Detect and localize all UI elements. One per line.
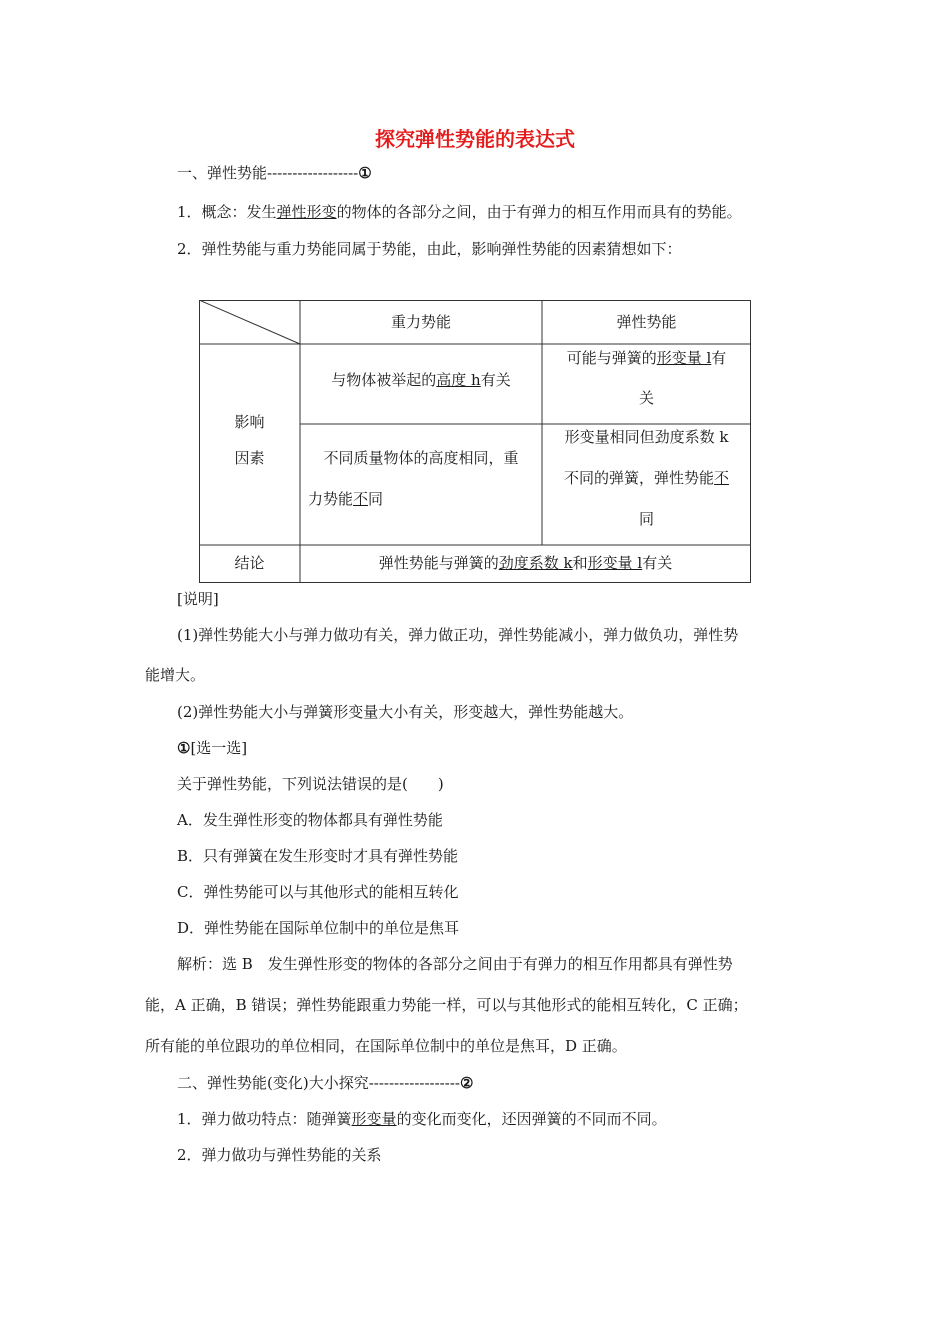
cell-gravity-1 — [300, 360, 542, 400]
row-label-factor-1: 影响 — [234, 413, 265, 431]
text-span: 的变化而变化，还因弹簧的不同而不同。 — [396, 1110, 667, 1128]
text-span: 不同的弹簧，弹性势能 — [563, 469, 714, 487]
leader-dashes: ------------------ — [368, 1074, 460, 1092]
cell-elastic-1-line2: 关 — [638, 389, 654, 407]
quiz-label-text: [选一选] — [190, 739, 248, 757]
diagonal-header-line — [199, 300, 300, 344]
paragraph-spring-work — [177, 1108, 667, 1129]
note-label: [说明] — [177, 590, 219, 608]
paragraph-concept — [177, 201, 742, 222]
cell-gravity-2-line2 — [308, 479, 383, 519]
text-span: 1．弹力做功特点：随弹簧 — [177, 1110, 352, 1128]
cell-elastic-1-line1 — [542, 338, 751, 378]
marker-1: ① — [358, 164, 372, 182]
row-label-factor-2: 因素 — [234, 449, 265, 467]
cell-gravity-2-line1: 不同质量物体的高度相同，重 — [323, 449, 519, 467]
underlined-answer: 形变量 l — [587, 554, 643, 572]
marker-2: ② — [459, 1074, 474, 1092]
comparison-table — [199, 300, 751, 583]
text-span: 同 — [368, 490, 384, 508]
paragraph-work-energy-relation: 2．弹力做功与弹性势能的关系 — [177, 1146, 382, 1164]
text-span: 的物体的各部分之间，由于有弹力的相互作用而具有的势能。 — [336, 203, 742, 221]
quiz-option-b: B．只有弹簧在发生形变时才具有弹性势能 — [177, 847, 459, 865]
row-label-conclusion: 结论 — [234, 554, 265, 572]
quiz-option-d: D．弹性势能在国际单位制中的单位是焦耳 — [177, 919, 460, 937]
header-elastic: 弹性势能 — [616, 313, 677, 331]
analysis-line2: 能，A 正确，B 错误；弹性势能跟重力势能一样，可以与其他形式的能相互转化，C 正确； — [145, 996, 748, 1014]
quiz-label — [177, 737, 247, 758]
marker-1: ① — [177, 739, 191, 757]
section-heading-text: 二、弹性势能(变化)大小探究 — [177, 1074, 369, 1092]
page-title: 探究弹性势能的表达式 — [375, 127, 575, 151]
underlined-answer: 高度 h — [436, 371, 481, 389]
note-1-line1: (1)弹性势能大小与弹力做功有关，弹力做正功，弹性势能减小，弹力做负功，弹性势 — [177, 626, 739, 644]
leader-dashes: ------------------ — [267, 164, 359, 182]
text-span: 1．概念：发生 — [177, 203, 277, 221]
text-span: 与物体被举起的 — [331, 371, 437, 389]
cell-elastic-2-line1: 形变量相同但劲度系数 k — [564, 428, 729, 446]
quiz-option-c: C．弹性势能可以与其他形式的能相互转化 — [177, 883, 459, 901]
quiz-option-a: A．发生弹性形变的物体都具有弹性势能 — [177, 811, 443, 829]
section-heading-1 — [177, 162, 372, 183]
section-heading-text: 一、弹性势能 — [177, 164, 268, 182]
cell-conclusion — [300, 543, 751, 583]
paragraph-comparison-intro: 2．弹性势能与重力势能同属于势能，由此，影响弹性势能的因素猜想如下： — [177, 240, 682, 258]
underlined-answer: 形变量 l — [656, 349, 712, 367]
text-span: 力势能 — [308, 490, 354, 508]
underlined-answer: 劲度系数 k — [498, 554, 573, 572]
text-span: 和 — [572, 554, 588, 572]
analysis-line3: 所有能的单位跟功的单位相同，在国际单位制中的单位是焦耳，D 正确。 — [145, 1037, 627, 1055]
note-1-line2: 能增大。 — [145, 666, 206, 684]
section-heading-2 — [177, 1072, 473, 1093]
analysis-line1: 解析：选 B 发生弹性形变的物体的各部分之间由于有弹力的相互作用都具有弹性势 — [177, 955, 733, 973]
cell-elastic-2-line2 — [542, 458, 751, 498]
quiz-question: 关于弹性势能，下列说法错误的是( ) — [177, 775, 444, 793]
text-span: 弹性势能与弹簧的 — [378, 554, 499, 572]
header-gravity: 重力势能 — [390, 313, 451, 331]
text-span: 有 — [711, 349, 727, 367]
note-2: (2)弹性势能大小与弹簧形变量大小有关，形变越大，弹性势能越大。 — [177, 703, 634, 721]
text-span: 有关 — [480, 371, 511, 389]
underlined-answer: 弹性形变 — [276, 203, 337, 221]
cell-elastic-2-line3: 同 — [638, 510, 654, 528]
underlined-answer: 不 — [353, 490, 369, 508]
underlined-answer: 不 — [714, 469, 730, 487]
text-span: 可能与弹簧的 — [566, 349, 657, 367]
text-span: 有关 — [642, 554, 673, 572]
underlined-answer: 形变量 — [351, 1110, 397, 1128]
